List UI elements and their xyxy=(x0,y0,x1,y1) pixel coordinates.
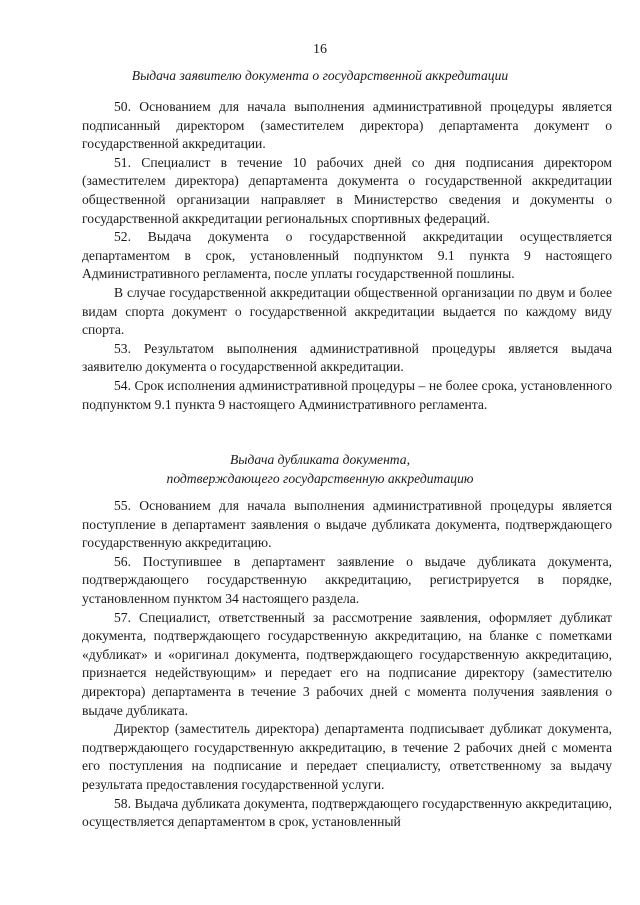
section-body-issuance xyxy=(82,98,612,414)
paragraph-55: 55. Основанием для начала выполнения административной процедуры является поступление в департамент заявления о выдаче дубликата документа, подтверждающего государственную аккредитацию. xyxy=(82,498,612,551)
paragraph-52: 52. Выдача документа о государственной аккредитации осуществляется департаментом в срок, установленный подпунктом 9.1 пункта 9 настоящего Административного регламента, после уплаты государственной пошлины. xyxy=(82,229,612,282)
paragraph-50: 50. Основанием для начала выполнения административной процедуры является подписанный директором (заместителем директора) департамента документ о государственной аккредитации. xyxy=(82,99,612,152)
paragraph-57: 57. Специалист, ответственный за рассмотрение заявления, оформляет дубликат документа, подтверждающего государственную аккредитацию, на бланке с пометками «дубликат» и «оригинал документа, подтверждающего государственную аккредитацию, признается недействующим» и передает его на подписание директору (заместителю директора) департамента в течение 3 рабочих дней с момента получения заявления о выдаче дубликата. xyxy=(82,609,612,718)
section-heading-issuance-text: Выдача заявителю документа о государственной аккредитации xyxy=(131,68,509,83)
section-heading-duplicate-line1: Выдача дубликата документа, xyxy=(230,452,410,467)
page-number: 16 xyxy=(313,42,327,57)
paragraph-58: 58. Выдача дубликата документа, подтверждающего государственную аккредитацию, осуществляется департаментом в срок, установленный xyxy=(82,795,612,830)
paragraph-52-continued: В случае государственной аккредитации общественной организации по двум и более видам спорта документ о государственной аккредитации выдается по каждому виду спорта. xyxy=(82,284,612,338)
section-heading-duplicate-line2: подтверждающего государственную аккредитацию xyxy=(166,471,474,486)
section-body-duplicate xyxy=(82,497,612,832)
paragraph-51: 51. Специалист в течение 10 рабочих дней со дня подписания директором (заместителем директора) департамента документа о государственной аккредитации общественной организации направляет в Министерство сведения и документы о государственной аккредитации региональных спортивных федераций. xyxy=(82,154,612,226)
paragraph-56: 56. Поступившее в департамент заявление о выдаче дубликата документа, подтверждающего государственную аккредитацию, регистрируется в порядке, установленном пунктом 34 настоящего раздела. xyxy=(82,553,612,606)
section-heading-duplicate xyxy=(60,450,580,488)
paragraph-57-continued: Директор (заместитель директора) департамента подписывает дубликат документа, подтверждающего государственную аккредитацию, в течение 2 рабочих дней с момента его поступления на подписание и передает специалисту, ответственному за выдачу результата предоставления государственной услуги. xyxy=(82,721,612,792)
paragraph-54: 54. Срок исполнения административной процедуры – не более срока, установленного подпунктом 9.1 пункта 9 настоящего Административного регламента. xyxy=(82,377,612,412)
paragraph-53: 53. Результатом выполнения административной процедуры является выдача заявителю документа о государственной аккредитации. xyxy=(82,340,612,375)
section-heading-issuance xyxy=(60,66,580,85)
